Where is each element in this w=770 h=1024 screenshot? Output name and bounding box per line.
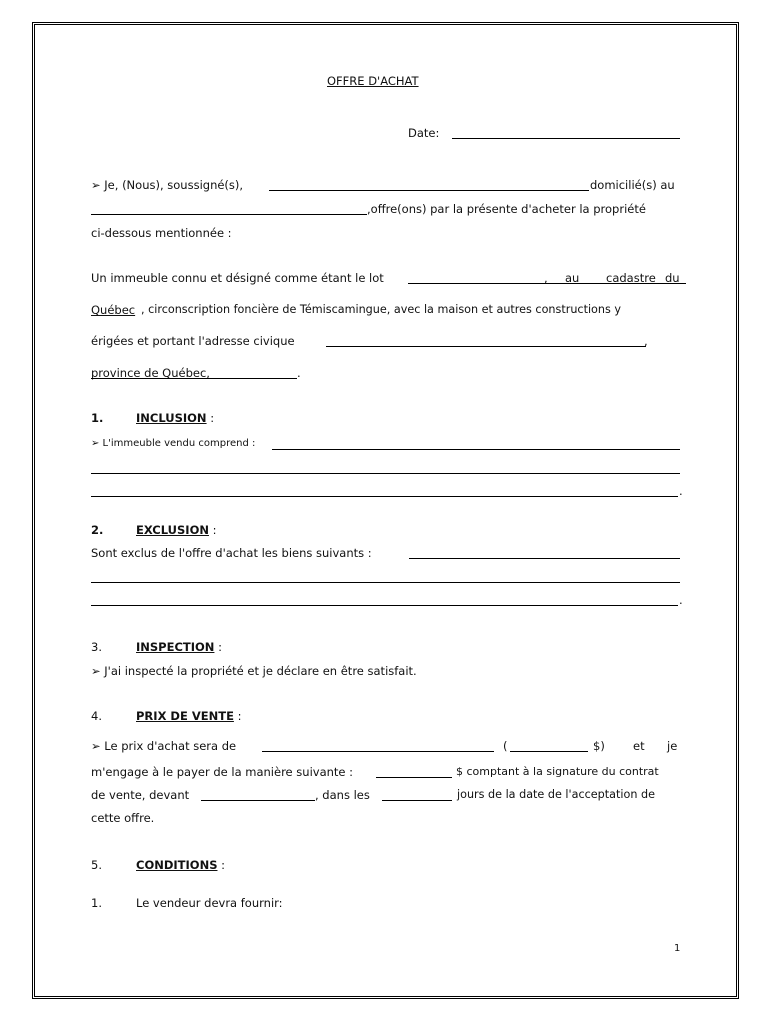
province-field-underline <box>91 378 297 379</box>
section-3-number: 3. <box>91 640 102 654</box>
intro-line2-suffix: ,offre(ons) par la présente d'acheter la propriété <box>367 202 646 216</box>
property-line3-comma: , <box>644 334 648 348</box>
condition-1-number: 1. <box>91 896 102 910</box>
property-quebec: Québec <box>91 303 136 317</box>
inclusion-field-3[interactable] <box>91 496 678 497</box>
price-line3-suffix: jours de la date de l'acceptation de <box>457 788 655 801</box>
section-5-heading <box>136 858 225 872</box>
section-1-number: 1. <box>91 411 104 425</box>
section-2-heading <box>136 523 217 537</box>
property-line3-prefix: érigées et portant l'adresse civique <box>91 334 295 348</box>
section-4-label: PRIX DE VENTE <box>136 709 234 723</box>
section-1-colon: : <box>206 411 215 425</box>
section-5-number: 5. <box>91 858 102 872</box>
exclusion-field-1[interactable] <box>409 558 680 559</box>
price-line2-prefix: m'engage à le payer de la manière suivante : <box>91 765 354 779</box>
date-label: Date: <box>408 126 440 140</box>
price-line3-mid: , dans les <box>315 788 370 802</box>
inclusion-field-2[interactable] <box>91 473 680 474</box>
price-amount-field[interactable] <box>510 751 588 752</box>
date-field[interactable] <box>452 138 680 139</box>
property-line1-prefix: Un immeuble connu et désigné comme étant le lot <box>91 271 384 285</box>
price-line2-suffix: $ comptant à la signature du contrat <box>456 765 659 778</box>
section-3-heading <box>136 640 222 654</box>
buyer-name-field[interactable] <box>269 190 589 191</box>
section-3-line1: ➢ J'ai inspecté la propriété et je déclare en être satisfait. <box>91 664 417 678</box>
price-line4: cette offre. <box>91 811 155 825</box>
page-number: 1 <box>674 943 681 954</box>
cash-amount-field[interactable] <box>376 777 452 778</box>
exclusion-field-3[interactable] <box>91 605 678 606</box>
section-1-heading <box>136 411 214 425</box>
property-line4: province de Québec, <box>91 366 210 380</box>
property-line1-du: du <box>665 271 680 285</box>
price-line3-prefix: de vente, devant <box>91 788 190 802</box>
section-5-colon: : <box>217 858 226 872</box>
section-3-label: INSPECTION <box>136 640 215 654</box>
price-line1-et: et <box>633 739 645 753</box>
buyer-address-field[interactable] <box>91 214 367 215</box>
property-line4-end: . <box>297 366 301 380</box>
section-1-end: . <box>679 484 683 498</box>
notary-field[interactable] <box>201 800 315 801</box>
intro-line1-suffix: domicilié(s) au <box>590 178 675 192</box>
section-3-colon: : <box>214 640 222 654</box>
section-5-label: CONDITIONS <box>136 858 218 872</box>
price-line1-je: je <box>667 739 678 753</box>
section-2-number: 2. <box>91 523 104 537</box>
price-words-field[interactable] <box>262 751 494 752</box>
section-1-line1: ➢ L'immeuble vendu comprend : <box>91 438 256 449</box>
property-line1-cadastre: cadastre <box>606 271 656 285</box>
section-4-heading <box>136 709 241 723</box>
civic-address-field[interactable] <box>326 346 646 347</box>
condition-1-text: Le vendeur devra fournir: <box>136 896 283 910</box>
price-line1-prefix: ➢ Le prix d'achat sera de <box>91 739 237 753</box>
section-4-colon: : <box>233 709 242 723</box>
section-2-label: EXCLUSION <box>136 523 209 537</box>
page-border <box>32 22 739 999</box>
price-line1-paren: ( <box>503 739 508 753</box>
document-title: OFFRE D'ACHAT <box>327 74 419 88</box>
intro-line1-prefix: ➢ Je, (Nous), soussigné(s), <box>91 178 244 192</box>
price-line1-dollar: $) <box>593 739 605 753</box>
section-4-number: 4. <box>91 709 102 723</box>
section-2-line1: Sont exclus de l'offre d'achat les biens suivants : <box>91 546 372 560</box>
days-field[interactable] <box>382 800 452 801</box>
section-1-label: INCLUSION <box>136 411 207 425</box>
intro-line3: ci-dessous mentionnée : <box>91 226 232 240</box>
property-line1-comma: , <box>544 271 548 285</box>
section-2-end: . <box>679 593 683 607</box>
exclusion-field-2[interactable] <box>91 582 680 583</box>
section-2-colon: : <box>208 523 217 537</box>
property-line2-rest: , circonscription foncière de Témiscamingue, avec la maison et autres constructions y <box>141 303 621 316</box>
property-line1-au: au <box>565 271 580 285</box>
inclusion-field-1[interactable] <box>272 449 680 450</box>
